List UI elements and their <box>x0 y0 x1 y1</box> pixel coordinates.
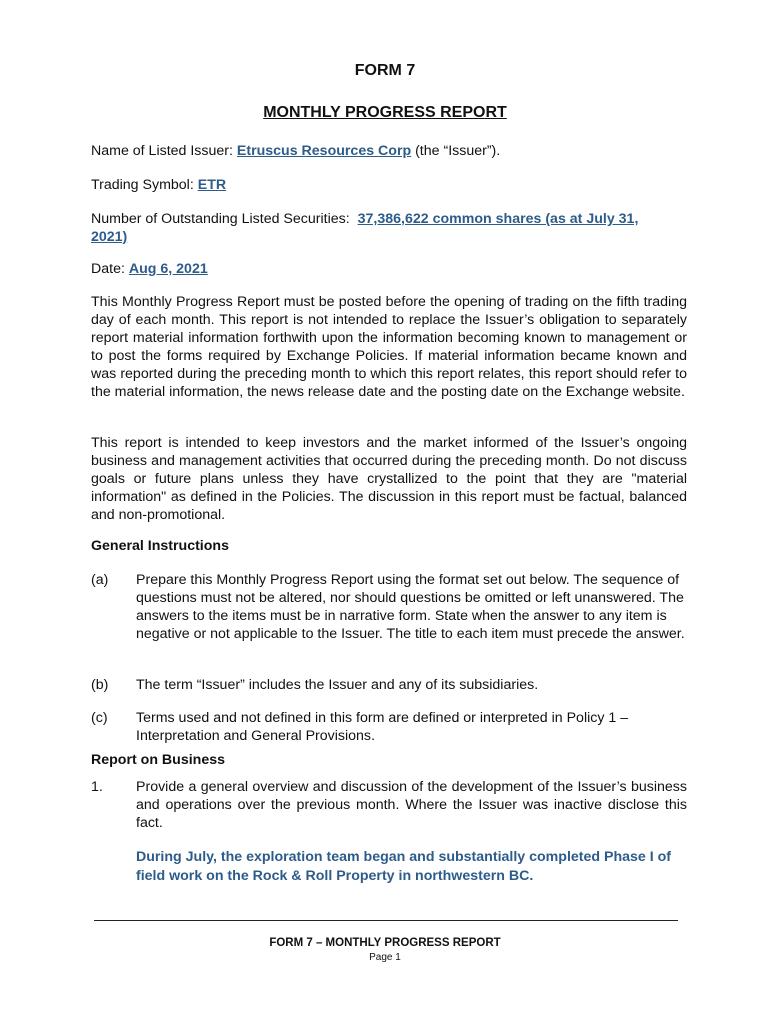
issuer-name-value[interactable]: Etruscus Resources Corp <box>236 143 412 159</box>
instruction-text-c: Terms used and not defined in this form are defined or interpreted in Policy 1 – Interpretation and General Provisions. <box>136 710 629 744</box>
outstanding-securities-line <box>91 210 691 246</box>
footer-title: FORM 7 – MONTHLY PROGRESS REPORT <box>269 937 501 949</box>
business-item-marker-1: 1. <box>91 779 103 795</box>
footer-divider <box>94 920 678 921</box>
intro-paragraph-2: This report is intended to keep investors and the market informed of the Issuer’s ongoing business and management activities that occurred during the preceding month. Do not discuss goals or future plans unless they have crystallized to the point that they are "material information" as defined in the Policies. The discussion in this report must be factual, balanced and non-promotional. <box>91 435 687 523</box>
report-on-business-heading: Report on Business <box>91 752 226 768</box>
instruction-marker-a: (a) <box>91 572 109 588</box>
date-label: Date: <box>91 261 125 277</box>
instruction-marker-c: (c) <box>91 710 108 726</box>
business-item-answer-1[interactable]: During July, the exploration team began and substantially completed Phase I of field work on the Rock & Roll Property in northwestern BC. <box>136 849 672 884</box>
outstanding-securities-value[interactable]: 37,386,622 common shares (as at July 31, <box>357 211 639 227</box>
issuer-name-line <box>91 142 500 160</box>
instruction-text-b: The term “Issuer” includes the Issuer and any of its subsidiaries. <box>136 677 539 693</box>
report-title: MONTHLY PROGRESS REPORT <box>263 104 507 121</box>
page-number: Page 1 <box>369 952 401 963</box>
instruction-marker-b: (b) <box>91 677 109 693</box>
trading-symbol-line <box>91 176 226 194</box>
outstanding-securities-value-continued[interactable]: 2021) <box>91 229 128 245</box>
trading-symbol-value[interactable]: ETR <box>197 177 227 193</box>
intro-paragraph-1: This Monthly Progress Report must be posted before the opening of trading on the fifth trading day of each month. This report is not intended to replace the Issuer’s obligation to separately report material information forthwith upon the information becoming known to management or to post the forms required by Exchange Policies. If material information became known and was reported during the preceding month to which this report relates, this report should refer to the material information, the news release date and the posting date on the Exchange website. <box>91 294 687 400</box>
business-item-text-1: Provide a general overview and discussion of the development of the Issuer’s business and operations over the previous month. Where the Issuer was inactive disclose this fact. <box>136 779 687 831</box>
date-line <box>91 260 208 278</box>
outstanding-securities-label: Number of Outstanding Listed Securities: <box>91 211 350 227</box>
date-value[interactable]: Aug 6, 2021 <box>128 261 208 277</box>
issuer-name-suffix: (the “Issuer”). <box>411 143 501 159</box>
form-title: FORM 7 <box>354 62 416 79</box>
issuer-name-label: Name of Listed Issuer: <box>91 143 233 159</box>
trading-symbol-label: Trading Symbol: <box>91 177 194 193</box>
instruction-text-a: Prepare this Monthly Progress Report using the format set out below. The sequence of questions must not be altered, nor should questions be omitted or left unanswered. The answers to the items must be in narrative form. State when the answer to any item is negative or not applicable to the Issuer. The title to each item must precede the answer. <box>136 572 685 642</box>
general-instructions-heading: General Instructions <box>91 538 229 554</box>
